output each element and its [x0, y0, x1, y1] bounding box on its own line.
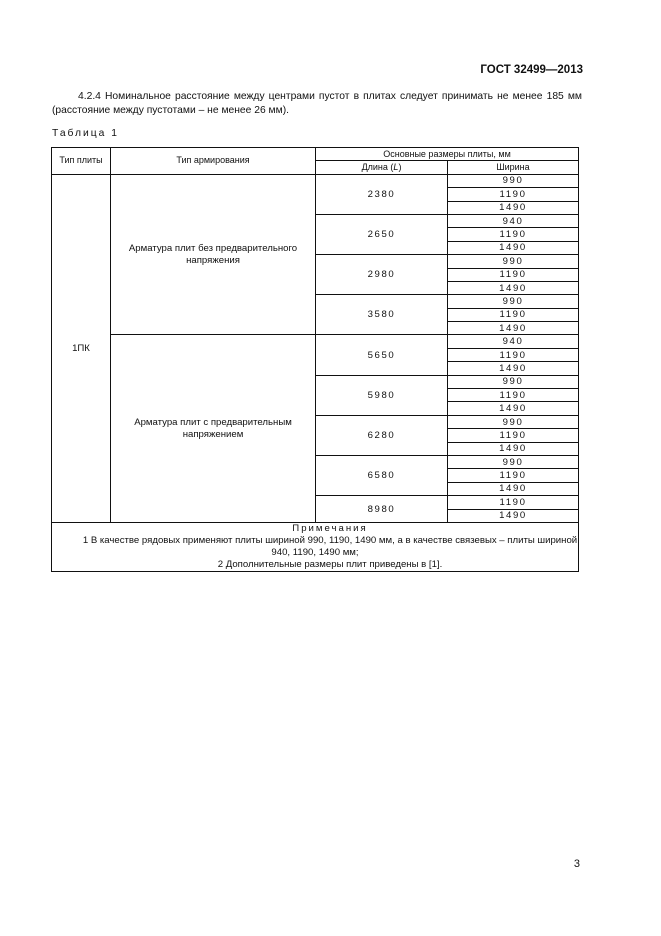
table-row: [52, 335, 579, 348]
note-item: 2 Дополнительные размеры плит приведены в [1].: [217, 558, 443, 570]
notes-cell: [52, 522, 579, 571]
width-cell: 1490: [448, 201, 579, 214]
table-row: [52, 174, 579, 187]
header-reinforcement-type: Тип армирования: [111, 148, 316, 175]
length-cell: 2980: [316, 255, 448, 295]
page-number: 3: [573, 858, 580, 870]
notes-row: [52, 522, 579, 571]
width-cell: 1190: [448, 228, 579, 241]
length-cell: 6580: [316, 455, 448, 495]
width-cell: 990: [448, 415, 579, 428]
note-item: 1 В качестве рядовых применяют плиты шириной 990, 1190, 1490 мм, а в качестве связевых – плиты шириной 940, 1190, 1490 мм;: [82, 534, 578, 558]
width-cell: 940: [448, 335, 579, 348]
width-cell: 1190: [448, 469, 579, 482]
width-cell: 1490: [448, 402, 579, 415]
length-cell: 5980: [316, 375, 448, 415]
plate-type-cell: 1ПК: [52, 174, 111, 522]
width-cell: 990: [448, 255, 579, 268]
width-cell: 940: [448, 214, 579, 227]
width-cell: 1490: [448, 442, 579, 455]
width-cell: 1490: [448, 509, 579, 522]
width-cell: 990: [448, 174, 579, 187]
width-cell: 1190: [448, 496, 579, 509]
width-cell: 1190: [448, 188, 579, 201]
length-cell: 5650: [316, 335, 448, 375]
width-cell: 1490: [448, 482, 579, 495]
width-cell: 1490: [448, 322, 579, 335]
document-code: ГОСТ 32499—2013: [480, 64, 583, 76]
width-cell: 1490: [448, 281, 579, 294]
width-cell: 1190: [448, 429, 579, 442]
dimensions-table: [51, 147, 579, 572]
length-cell: 3580: [316, 295, 448, 335]
width-cell: 1190: [448, 308, 579, 321]
width-cell: 1490: [448, 241, 579, 254]
width-cell: 990: [448, 375, 579, 388]
width-cell: 990: [448, 295, 579, 308]
width-cell: 990: [448, 455, 579, 468]
table-header-row: [52, 148, 579, 161]
length-cell: 8980: [316, 496, 448, 523]
table-caption: Таблица 1: [52, 128, 119, 139]
reinforcement-type-cell: Арматура плит с предварительным напряжением: [111, 335, 316, 522]
header-length: [316, 161, 448, 174]
header-plate-type: Тип плиты: [52, 148, 111, 175]
length-cell: 2650: [316, 214, 448, 254]
header-length-prefix: Длина (: [361, 162, 394, 173]
width-cell: 1190: [448, 268, 579, 281]
length-cell: 6280: [316, 415, 448, 455]
notes-title: Примечания: [292, 522, 368, 534]
width-cell: 1490: [448, 362, 579, 375]
reinforcement-type-cell: Арматура плит без предварительного напряжения: [111, 174, 316, 335]
width-cell: 1190: [448, 348, 579, 361]
paragraph-4-2-4: 4.2.4 Номинальное расстояние между центрами пустот в плитах следует принимать не менее 185 мм (расстояние между пустотами – не менее 26 мм).: [52, 91, 582, 116]
header-length-variable: L: [393, 162, 399, 173]
width-cell: 1190: [448, 389, 579, 402]
length-cell: 2380: [316, 174, 448, 214]
header-main-sizes: Основные размеры плиты, мм: [316, 148, 579, 161]
header-length-suffix: ): [398, 162, 402, 173]
header-width: Ширина: [448, 161, 579, 174]
